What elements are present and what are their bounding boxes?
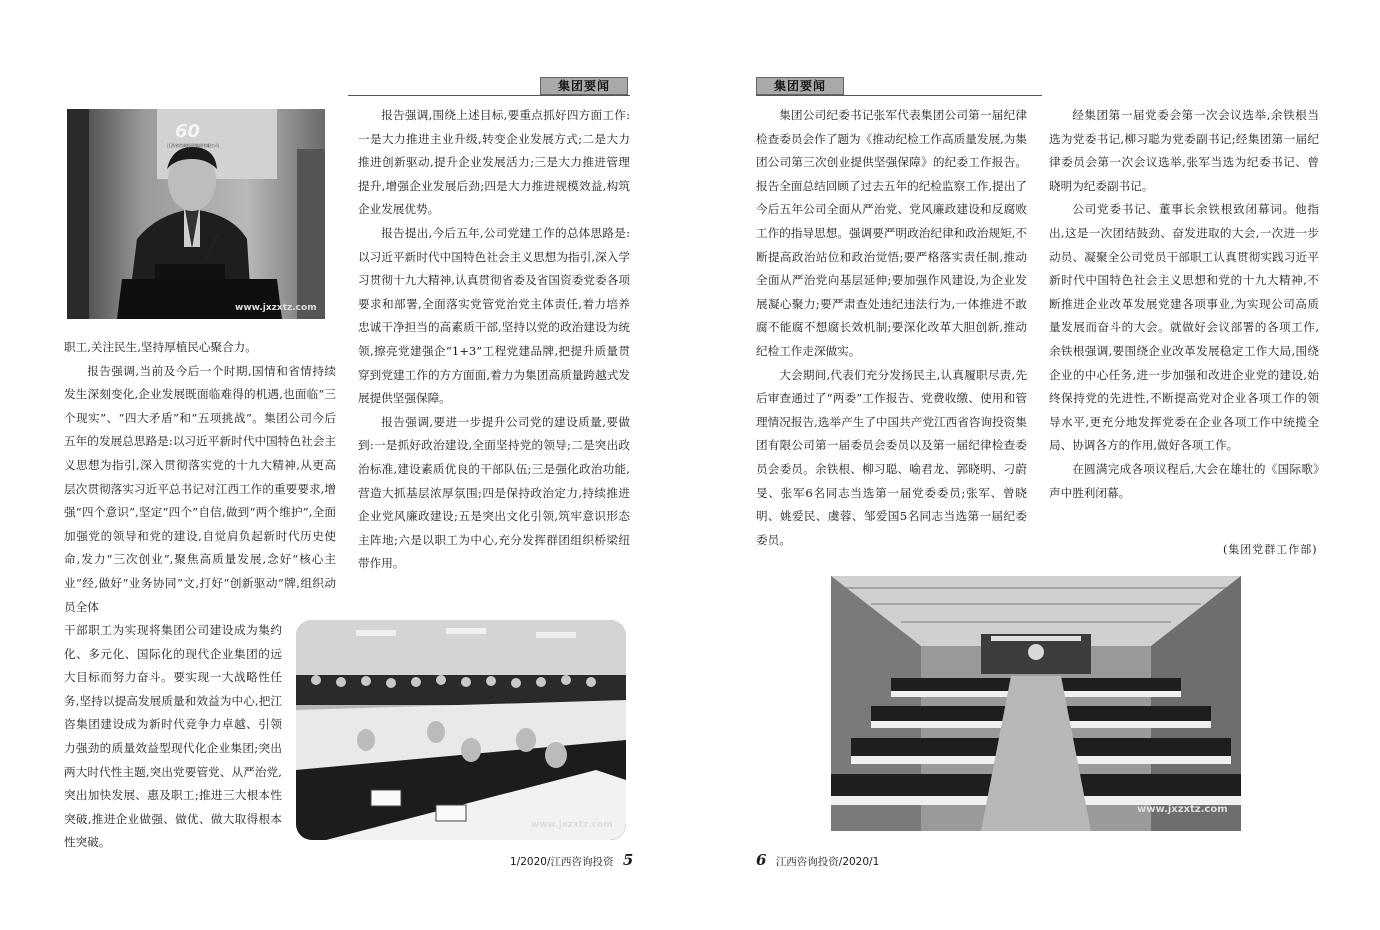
- right-col1: [1049, 104, 1319, 505]
- hall-photo: [831, 576, 1241, 831]
- paragraph: 干部职工为实现将集团公司建设成为集约化、多元化、国际化的现代企业集团的远大目标而努力奋斗。要实现一大战略性任务,坚持以提高发展质量和效益为中心,把江咨集团建设成为新时代竞争力卓越、引领力强劲的质量效益型现代化企业集团;突出两大时代性主题,突出党要管党、从严治党,突出加快发展、惠及职工;推进三大根本性突破,推进企业做强、做优、做大取得根本性突破。: [64, 623, 282, 850]
- logo-subtext: 江西省咨询投资集团有限公司: [167, 143, 219, 148]
- section-tag-left: 集团要闻: [540, 77, 628, 95]
- paragraph: 报告强调,当前及今后一个时期,国情和省情持续发生深刻变化,企业发展既面临难得的机遇,也面临“三个现实”、“四大矛盾”和“五项挑战”。集团公司今后五年的发展总思路是:以习近平新时代中国特色社会主义思想为指引,深入贯彻落实党的十九大精神,从更高层次贯彻落实习近平总书记对江西工作的重要要求,增强“四个意识”,坚定“四个”自信,做到“两个维护”,全面加强党的领导和党的建设,自觉肩负起新时代历史使命,发力“三次创业”,聚焦高质量发展,念好“核心主业”经,做好“业务协同”文,打好“创新驱动”牌,组织动员全体: [64, 363, 336, 614]
- paragraph: 集团公司纪委书记张军代表集团公司第一届纪律检查委员会作了题为《推动纪检工作高质量发展,为集团公司第三次创业提供坚强保障》的纪委工作报告。报告全面总结回顾了过去五年的纪检监察工作,提出了今后五年公司全面从严治党、党风廉政建设和反腐败工作的指导思想。强调要严明政治纪律和政治规矩,不断提高政治站位和政治觉悟;要严格落实责任制,推动全面从严治党向基层延伸;要加强作风建设,为企业发展凝心聚力;要严肃查处违纪违法行为,一体推进不敢腐不能腐不想腐长效机制;要深化改革大胆创新,推动纪检工作走深做实。: [756, 108, 1027, 358]
- left-col1: [358, 104, 630, 576]
- right-page: [690, 0, 1380, 930]
- audience-photo: [296, 620, 626, 840]
- paragraph: 大会期间,代表们充分发扬民主,认真履职尽责,先后审查通过了“两委”工作报告、党费收缴、使用和管理情况报告,选举产生了中国共产党江西省咨询投资集团有限公司第一届委员会委员以及第一届纪律检查委员会委员。余铁根、柳习聪、喻君龙、郭晓明、刁蔚旻、张军6名同志当选第一届党委委员;张军、曾晓明、姚爱民、虞蓉、邹爱国5名同志当选第一届纪委委员。: [756, 367, 1027, 547]
- page-number: 6: [756, 851, 767, 869]
- photo-watermark: www.jxzxtz.com: [531, 820, 613, 830]
- page-number: 5: [622, 851, 634, 869]
- speaker-photo: [67, 109, 325, 319]
- paragraph: 报告强调,围绕上述目标,要重点抓好四方面工作:一是大力推进主业升级,转变企业发展方式;二是大力推进创新驱动,提升企业发展活力;三是大力推进管理提升,增强企业发展后劲;四是大力推进规模效益,构筑企业发展优势。: [358, 108, 630, 217]
- page-footer-left: [510, 851, 633, 869]
- right-col0: [756, 104, 1027, 552]
- footer-text: 1/2020/江西咨询投资: [510, 856, 614, 868]
- paragraph: 职工,关注民生,坚持厚植民心聚合力。: [64, 340, 257, 354]
- paragraph: 公司党委书记、董事长余铁根致闭幕词。他指出,这是一次团结鼓劲、奋发进取的大会,一次进一步动员、凝聚全公司党员干部职工认真贯彻实践习近平新时代中国特色社会主义思想和党的十九大精神,不断推进企业改革发展党建各项事业,为实现公司高质量发展而奋斗的大会。就做好会议部署的各项工作,余铁根强调,要围绕企业改革发展稳定工作大局,围绕企业的中心任务,进一步加强和改进企业党的建设,始终保持党的先进性,不断提高党对企业各项工作的领导水平,更充分地发挥党委在企业各项工作中统揽全局、协调各方的作用,做好各项工作。: [1049, 202, 1319, 453]
- audience-photo-graphic: [296, 620, 626, 840]
- section-tag-right: 集团要闻: [756, 77, 844, 95]
- paragraph: 报告强调,要进一步提升公司党的建设质量,要做到:一是抓好政治建设,全面坚持党的领导;二是突出政治标准,建设素质优良的干部队伍;三是强化政治功能,营造大抓基层浓厚氛围;四是保持政治定力,持续推进企业党风廉政建设;五是突出文化引领,筑牢意识形态主阵地;六是以职工为中心,充分发挥群团组织桥梁纽带作用。: [358, 414, 630, 571]
- photo-watermark: www.jxzxtz.com: [1137, 804, 1228, 815]
- paragraph: 报告提出,今后五年,公司党建工作的总体思路是:以习近平新时代中国特色社会主义思想为指引,深入学习贯彻十九大精神,认真贯彻省委及省国资委党委各项要求和部署,全面落实党管党治党主体责任,着力培养忠诚干净担当的高素质干部,坚持以党的政治建设为统领,擦亮党建强企“1+3”工程党建品牌,把提升质量贯穿到党建工作的方方面面,着力为集团高质量跨越式发展提供坚强保障。: [358, 225, 630, 406]
- left-col0-narrow: [64, 619, 282, 855]
- footer-text: 江西咨询投资/2020/1: [775, 856, 880, 868]
- hall-photo-graphic: [831, 576, 1241, 831]
- logo-mark: 60: [175, 121, 201, 142]
- paragraph: 经集团第一届党委会第一次会议选举,余铁根当选为党委书记,柳习聪为党委副书记;经集团第一届纪律委员会第一次会议选举,张军当选为纪委书记、曾晓明为纪委副书记。: [1049, 108, 1319, 193]
- speaker-photo-graphic: [67, 109, 325, 319]
- header-rule-left: [348, 95, 630, 96]
- signature: (集团党群工作部): [1223, 543, 1318, 556]
- paragraph: 在圆满完成各项议程后,大会在雄壮的《国际歌》声中胜利闭幕。: [1049, 461, 1319, 500]
- page-footer-right: [756, 851, 879, 869]
- header-rule-right: [756, 95, 1042, 96]
- photo-watermark: www.jxzxtz.com: [235, 303, 317, 313]
- left-col0: [64, 336, 336, 619]
